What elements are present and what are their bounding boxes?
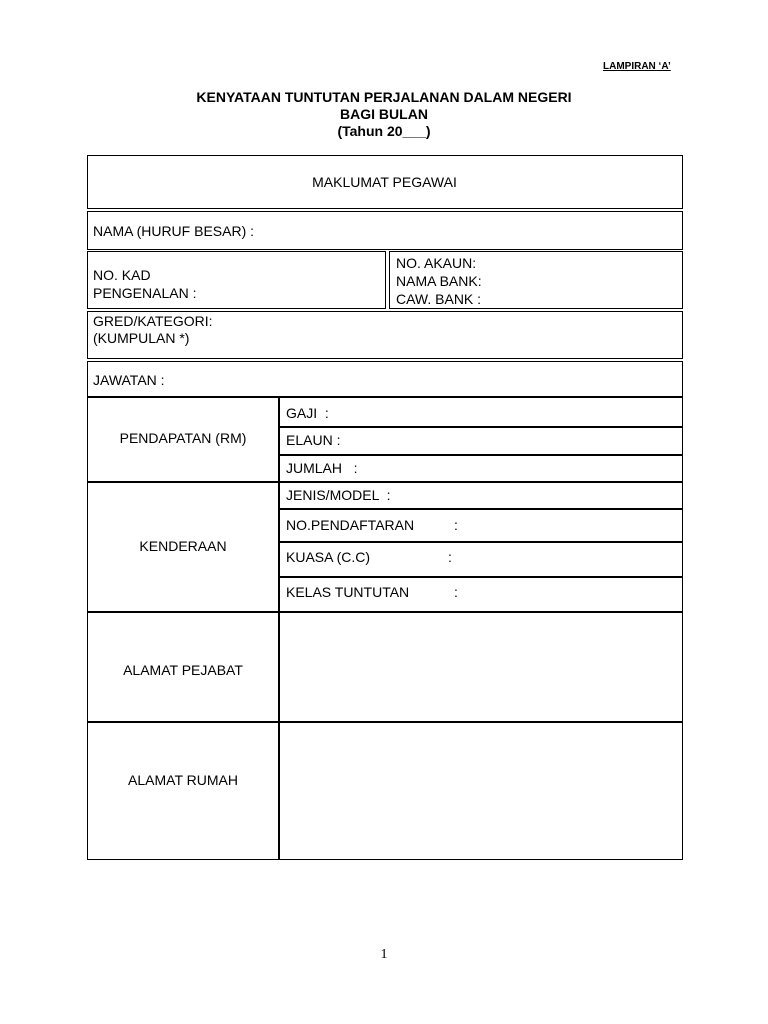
no-pendaftaran-colon: : (454, 517, 458, 533)
form-title-line3: (Tahun 20___) (337, 123, 431, 139)
jumlah-label: JUMLAH : (286, 460, 358, 476)
alamat-pejabat-label: ALAMAT PEJABAT (123, 662, 243, 678)
jawatan-label: JAWATAN : (93, 372, 165, 388)
section-title: MAKLUMAT PEGAWAI (312, 174, 457, 190)
gred-label-line2: (KUMPULAN *) (93, 330, 190, 346)
gred-field[interactable] (87, 311, 683, 359)
nama-label: NAMA (HURUF BESAR) : (93, 223, 255, 239)
form-title-line1: KENYATAAN TUNTUTAN PERJALANAN DALAM NEGERI (196, 89, 572, 105)
row-divider (278, 454, 683, 456)
no-akaun-label: NO. AKAUN: (396, 255, 477, 271)
gred-label-line1: GRED/KATEGORI: (93, 313, 213, 329)
form-title-line2: BAGI BULAN (340, 106, 428, 122)
nama-field[interactable] (87, 211, 683, 250)
section-title-box (87, 155, 683, 209)
row-divider (278, 508, 683, 510)
alamat-rumah-label: ALAMAT RUMAH (128, 772, 238, 788)
pendapatan-label: PENDAPATAN (RM) (119, 430, 247, 446)
no-kad-label-line1: NO. KAD (93, 267, 151, 283)
row-divider (278, 426, 683, 428)
nama-bank-label: NAMA BANK: (396, 273, 482, 289)
caw-bank-label: CAW. BANK : (396, 291, 482, 307)
alamat-rumah-field[interactable] (280, 723, 681, 858)
bank-details-field[interactable] (389, 251, 683, 309)
page-number: 1 (380, 947, 388, 962)
alamat-pejabat-field[interactable] (280, 613, 681, 720)
no-kad-field[interactable] (87, 251, 386, 309)
lampiran-label: LAMPIRAN ‘A’ (603, 61, 671, 72)
row-divider (278, 576, 683, 578)
section-divider (87, 481, 683, 483)
kelas-tuntutan-colon: : (454, 584, 458, 600)
no-pendaftaran-label: NO.PENDAFTARAN (286, 517, 415, 533)
elaun-label: ELAUN : (286, 432, 341, 448)
kelas-tuntutan-label: KELAS TUNTUTAN (286, 584, 410, 600)
kenderaan-label: KENDERAAN (139, 538, 227, 554)
jenis-model-label: JENIS/MODEL : (286, 487, 391, 503)
row-divider (278, 541, 683, 543)
gaji-label: GAJI : (286, 405, 329, 421)
kuasa-label: KUASA (C.C) (286, 549, 371, 565)
jawatan-field[interactable] (87, 361, 683, 397)
no-kad-label-line2: PENGENALAN : (93, 285, 197, 301)
kuasa-colon: : (448, 549, 452, 565)
